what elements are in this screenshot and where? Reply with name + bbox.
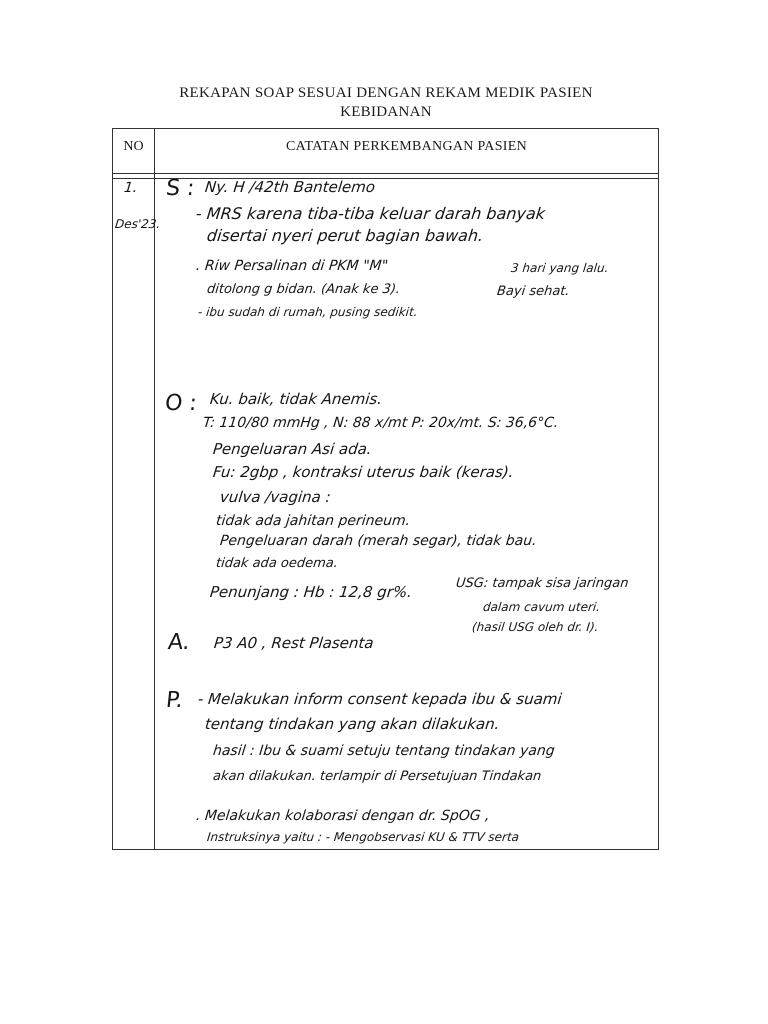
subjective-line: 3 hari yang lalu. (510, 261, 610, 275)
objective-line: vulva /vagina : (219, 488, 332, 506)
plan-line: hasil : Ibu & suami setuju tentang tindakan yang (212, 743, 556, 759)
objective-line: Pengeluaran darah (merah segar), tidak bau. (219, 533, 538, 549)
objective-line: tidak ada jahitan perineum. (215, 513, 411, 529)
plan-label: P. (164, 688, 185, 713)
plan-line: . Melakukan kolaborasi dengan dr. SpOG , (195, 808, 491, 824)
subjective-line: - MRS karena tiba-tiba keluar darah banyak (195, 204, 547, 223)
usg-line: USG: tampak sisa jaringan (455, 576, 630, 591)
plan-line: Instruksinya yaitu : - Mengobservasi KU & TTV serta (206, 830, 520, 844)
objective-line: Ku. baik, tidak Anemis. (209, 390, 384, 408)
entry-date: Des'23. (114, 217, 162, 231)
subjective-line: . Riw Persalinan di PKM "M" (195, 258, 389, 274)
title-line-1: REKAPAN SOAP SESUAI DENGAN REKAM MEDIK PASIEN (179, 85, 593, 101)
subjective-line: ditolong g bidan. (Anak ke 3). (206, 282, 401, 297)
subjective-line: Bayi sehat. (496, 284, 571, 299)
objective-line: tidak ada oedema. (215, 556, 339, 571)
lab-result: Penunjang : Hb : 12,8 gr%. (209, 583, 413, 601)
subjective-line: disertai nyeri perut bagian bawah. (206, 226, 485, 245)
plan-line: - Melakukan inform consent kepada ibu & suami (197, 690, 563, 708)
column-header-catatan: CATATAN PERKEMBANGAN PASIEN (285, 139, 528, 154)
subjective-label: S : (164, 176, 196, 201)
document-title (112, 84, 660, 122)
column-divider (154, 129, 155, 849)
entry-number: 1. (123, 180, 139, 196)
header-divider (113, 173, 658, 174)
plan-line: akan dilakukan. terlampir di Persetujuan Tindakan (212, 769, 543, 784)
column-header-no: NO (123, 139, 144, 154)
subjective-line: - ibu sudah di rumah, pusing sedikit. (197, 305, 419, 319)
objective-label: O : (163, 391, 199, 416)
vital-signs: T: 110/80 mmHg , N: 88 x/mt P: 20x/mt. S: 36,6°C. (202, 415, 560, 431)
usg-line: (hasil USG oleh dr. I). (471, 620, 600, 634)
objective-line: Fu: 2gbp , kontraksi uterus baik (keras). (212, 463, 515, 481)
assessment-label: A. (166, 630, 191, 655)
assessment-text: P3 A0 , Rest Plasenta (213, 634, 375, 652)
plan-line: tentang tindakan yang akan dilakukan. (204, 715, 501, 733)
patient-identity: Ny. H /42th Bantelemo (204, 178, 377, 196)
usg-line: dalam cavum uteri. (482, 600, 601, 614)
objective-line: Pengeluaran Asi ada. (212, 440, 373, 458)
title-line-2: KEBIDANAN (340, 104, 432, 120)
